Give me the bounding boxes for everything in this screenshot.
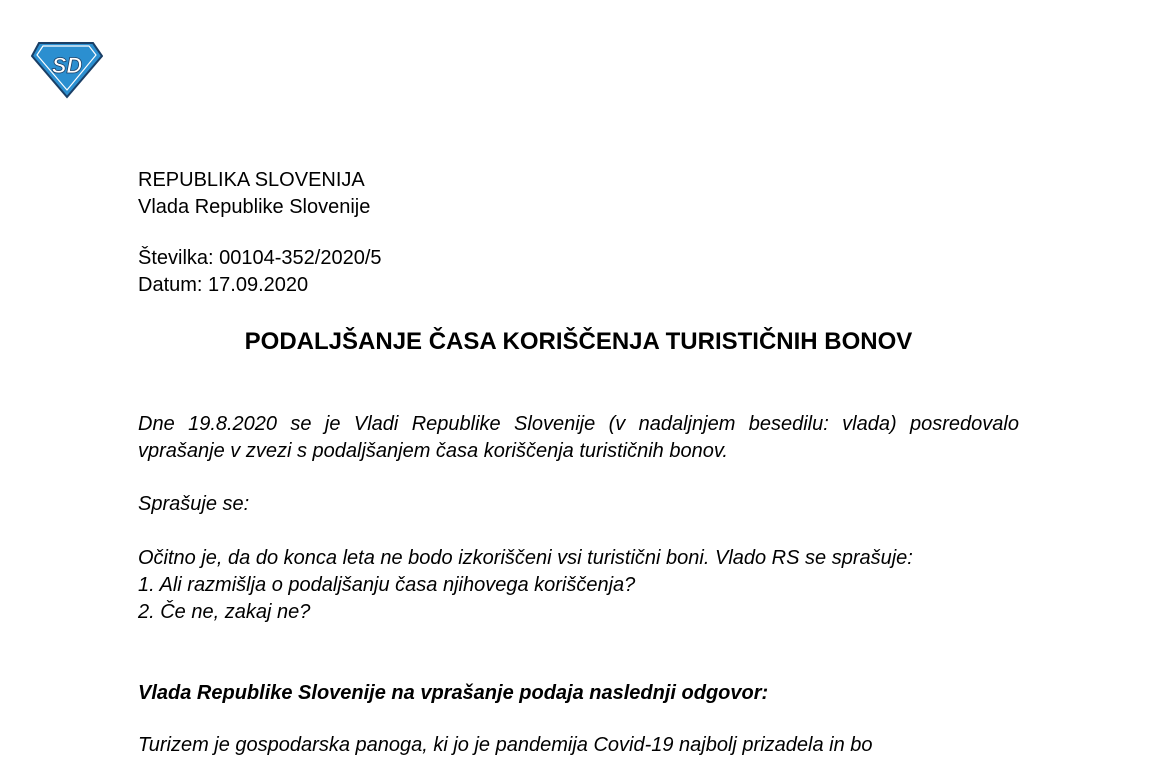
document-meta	[138, 245, 382, 299]
logo-letters: SD	[51, 53, 83, 78]
question-block	[138, 545, 1019, 626]
answer-heading: Vlada Republike Slovenije na vprašanje podaja naslednji odgovor:	[138, 682, 769, 704]
question-1: 1. Ali razmišlja o podaljšanju časa njihovega koriščenja?	[138, 574, 636, 596]
question-2: 2. Če ne, zakaj ne?	[138, 601, 311, 623]
diamond-logo-icon	[31, 40, 103, 100]
document-number: Številka: 00104-352/2020/5	[138, 247, 382, 269]
logo	[31, 40, 103, 100]
answer-text: Turizem je gospodarska panoga, ki jo je pandemija Covid-19 najbolj prizadela in bo	[138, 734, 873, 756]
document-date: Datum: 17.09.2020	[138, 274, 309, 296]
document-header	[138, 167, 370, 221]
paragraph-intro: Dne 19.8.2020 se je Vladi Republike Slovenije (v nadaljnjem besedilu: vlada) posredovalo vprašanje v zvezi s podaljšanjem časa koriščenja turističnih bonov.	[138, 413, 1019, 462]
paragraph-asks: Sprašuje se:	[138, 493, 250, 515]
question-lead: Očitno je, da do konca leta ne bodo izkoriščeni vsi turistični boni. Vlado RS se sprašuje:	[138, 547, 913, 569]
header-government: Vlada Republike Slovenije	[138, 196, 371, 218]
document-title: PODALJŠANJE ČASA KORIŠČENJA TURISTIČNIH BONOV	[244, 328, 913, 355]
header-country: REPUBLIKA SLOVENIJA	[138, 169, 365, 191]
